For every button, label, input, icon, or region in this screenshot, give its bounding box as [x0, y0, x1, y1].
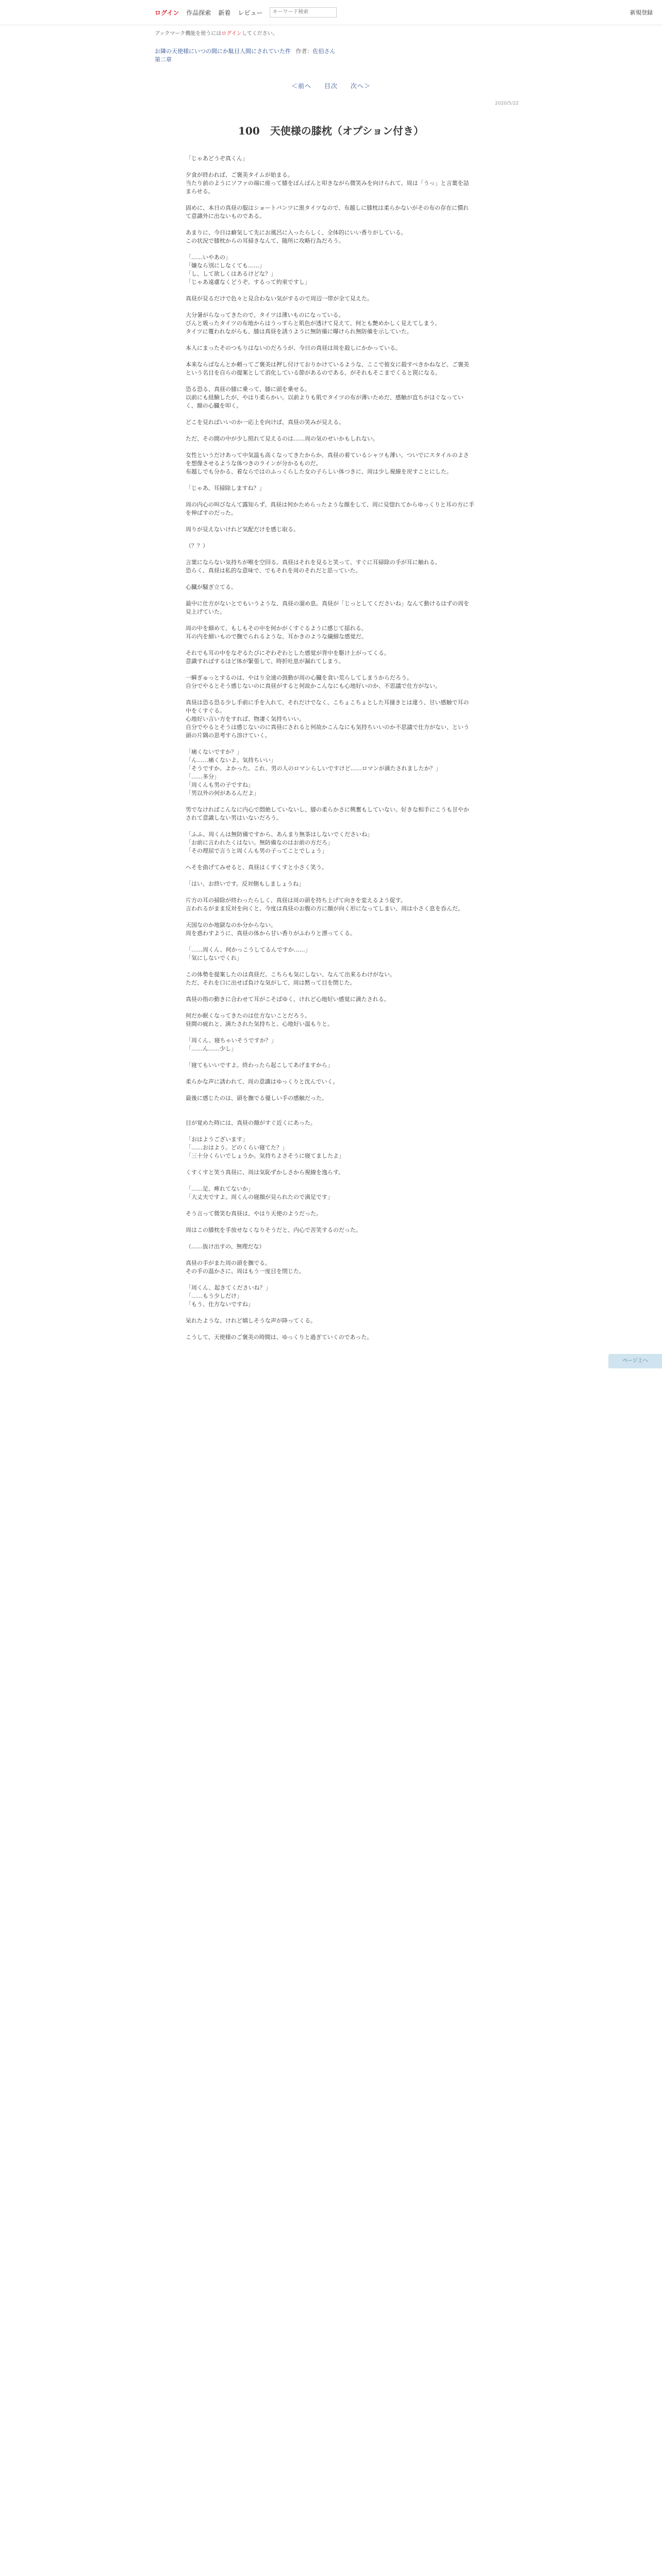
- body-paragraph: 「寝てもいいですよ。終わったら起こしてあげますから」: [186, 1062, 333, 1069]
- blank-line: [186, 1070, 474, 1078]
- body-paragraph: こうして、天使様のご褒美の時間は、ゆっくりと過ぎていくのであった。: [186, 1334, 373, 1341]
- body-paragraph: （？？）: [186, 543, 208, 549]
- body-paragraph: 「し、して欲しくはあるけどな？」: [186, 270, 276, 277]
- blank-line: [186, 303, 474, 311]
- novel-title-link[interactable]: お隣の天使様にいつの間にか駄目人間にされていた件: [155, 48, 291, 55]
- body-paragraph: 自分でやるとそうは感じないのに真昼にされると何故かこんなにも気持ちいいのか不思議で仕方がない、という頭の片隅の思考すら溶けていく。: [186, 724, 469, 739]
- body-paragraph: 「……いやあの」: [186, 254, 231, 261]
- blank-line: [186, 196, 474, 204]
- blank-line: [186, 938, 474, 946]
- blank-line: [186, 1325, 474, 1333]
- body-paragraph: 真昼が見るだけで色々と見合わない気がするので周辺一帯が全て見えた。: [186, 295, 373, 302]
- blank-line: [186, 962, 474, 971]
- blank-line: [186, 575, 474, 583]
- nav-works-link[interactable]: 作品探索: [186, 9, 211, 16]
- author-label: 作者：: [295, 48, 313, 55]
- prev-episode-link[interactable]: ＜前へ: [291, 82, 312, 90]
- table-of-contents-link[interactable]: 目次: [324, 82, 338, 90]
- body-paragraph: 柔らかな声に誘われて、周の意識はゆっくりと沈んでいく。: [186, 1078, 339, 1085]
- body-paragraph: 「三十分くらいでしょうか。気持ちよさそうに寝てましたよ」: [186, 1153, 344, 1159]
- blank-line: [186, 872, 474, 880]
- blank-line: [186, 1251, 474, 1259]
- body-paragraph: 周の中を細めて、もしもその中を何かがくすぐるように感じて揺れる。: [186, 625, 367, 632]
- body-paragraph: 「もう、仕方ないですね」: [186, 1301, 254, 1308]
- body-paragraph: 固めに、本日の真昼の服はショートパンツに黒タイツなので、布越しに膝枕は柔らかないがその布の存在に慣れて意識外に出ないものである。: [186, 205, 469, 219]
- body-paragraph: 以前にも経験したが、やはり柔らかい。以前よりも肌でタイツの布が薄いためだ、感触が直ちがほぐなっていく、顔の心臓を叩く。: [186, 394, 464, 409]
- body-paragraph: 「おはようございます」: [186, 1136, 248, 1143]
- nav-review-link[interactable]: レビュー: [238, 9, 263, 16]
- blank-line: [186, 888, 474, 896]
- body-paragraph: 大分暑がらなってきたので、タイツは薄いものになっている。: [186, 312, 344, 318]
- body-paragraph: 「じゃあ遠慮なくどうぞ、するって約束ですし」: [186, 279, 310, 285]
- blank-line: [186, 1103, 474, 1111]
- novel-body-text: [186, 155, 474, 1342]
- body-paragraph: この状況で膝枕からの耳掃きなんて、随所に攻略行為だろう。: [186, 238, 344, 244]
- body-paragraph: 「じゃあ、耳掃除しますね？」: [186, 485, 265, 492]
- top-navigation-bar: [0, 0, 662, 25]
- body-paragraph: 本来ならばなんとか頼ってご褒美は押し付けておりかけているような、ここで彼女に殺すべきかねなど、ご褒美という名目を自らの提案として消化している節があるのである、がそれもそこまでくると罠になる。: [186, 361, 469, 376]
- body-paragraph: どこを見ればいいのか一応上を向けば、真昼の笑みが見える。: [186, 419, 344, 426]
- body-paragraph: 言葉にならない気持ちが喉を空回る。真昼はそれを見ると笑って、すぐに耳掃除の手が耳に触れる。: [186, 559, 441, 566]
- body-paragraph: 最後に感じたのは、頭を撫でる優しい手の感触だった。: [186, 1095, 327, 1101]
- body-paragraph: くすくすと笑う真昼に、周は気恥ずかしさから視線を逸らす。: [186, 1169, 344, 1176]
- notice-suffix: してください。: [241, 31, 278, 37]
- body-paragraph: 最中に仕方がないとでもいうような、真昼の溜め息。真昼が「じっとしてくださいね」なんて動けるはずの周を見上げていた。: [186, 600, 469, 615]
- body-paragraph: 心臓が騒ぎ立てる。: [186, 584, 237, 590]
- body-paragraph: 一瞬ぎゅっとするのは、やはり全速の鼓動が周の心臓を食い荒らしてしまうからだろう。: [186, 674, 412, 681]
- body-paragraph: 片方の耳の掃除が終わったらしく、真昼は周の頭を持ち上げて向きを変えるよう促す。: [186, 897, 406, 904]
- body-paragraph: 「痛くないですか？」: [186, 749, 242, 755]
- blank-line: [186, 913, 474, 921]
- body-paragraph: 「男以外の何があるんだよ」: [186, 790, 259, 796]
- blank-line: [186, 1309, 474, 1317]
- blank-line: [186, 377, 474, 385]
- login-link[interactable]: ログイン: [155, 9, 179, 16]
- nav-left-group: [155, 7, 337, 18]
- blank-line: [186, 493, 474, 501]
- body-paragraph: 「じゃあどうぞ真くん」: [186, 155, 248, 162]
- body-paragraph: 「周くん、起きてくださいね？」: [186, 1284, 271, 1291]
- blank-line: [186, 221, 474, 229]
- blank-line: [186, 1028, 474, 1037]
- episode-pager: [0, 81, 662, 90]
- blank-line: [186, 1177, 474, 1185]
- body-paragraph: ただ、それを口に出せば負けな気がして、周は黙って目を閉じた。: [186, 979, 356, 986]
- body-paragraph: 「周くん、寝ちゃいそうですか？」: [186, 1037, 277, 1044]
- body-paragraph: 「気にしないでくれ」: [186, 955, 242, 961]
- scroll-to-top-button[interactable]: ページ上へ: [608, 1354, 662, 1368]
- body-paragraph: その手の温かさに、周はもう一度目を閉じた。: [186, 1268, 305, 1275]
- body-paragraph: へそを曲げてみせると、真昼はくすくすと小さく笑う。: [186, 864, 327, 871]
- body-paragraph: 「嫌なら別にしなくても……」: [186, 262, 265, 269]
- body-paragraph: 呆れたような、けれど嬉しそうな声が降ってくる。: [186, 1317, 316, 1324]
- body-paragraph: 女性というだけあって中気温も高くなってきたからか、真昼の着ているシャツも薄い。ついでにスタイルのよさを想像させるような体つきのラインが分かるものだ。: [186, 452, 469, 467]
- body-paragraph: 真昼の指の動きに合わせて耳がこそばゆく、けれど心地好い感覚に満たされる。: [186, 996, 390, 1003]
- body-paragraph: 男でなければこんなに内心で悶絶していないし、膝の柔らかさに興奮もしていない。好きな相手にこうも甘やかされて意識しない男はいないだろう。: [186, 806, 469, 821]
- blank-line: [186, 740, 474, 748]
- body-paragraph: 「はい、お終いです。反対側もしましょうね」: [186, 880, 305, 887]
- blank-line: [186, 1086, 474, 1094]
- body-paragraph: 自分でやるとそう感じないのに真昼がすると何故かこんなにも心地好いのか、不思議で仕方がない。: [186, 683, 441, 689]
- body-paragraph: 「ん……痛くないよ。気持ちいい」: [186, 757, 276, 764]
- blank-line: [186, 1218, 474, 1226]
- blank-line: [186, 352, 474, 361]
- blank-line: [186, 690, 474, 699]
- blank-line: [186, 517, 474, 526]
- blank-line: [186, 443, 474, 451]
- novel-header-info: [155, 30, 526, 64]
- body-paragraph: 言われるがまま反対を向くと、今度は真昼のお腹の方に顔が向く形になってしまい、周は小さく息を呑んだ。: [186, 905, 464, 912]
- body-paragraph: 周を惑わすように、真昼の体から甘い香りがふわりと漂ってくる。: [186, 930, 356, 937]
- blank-line: [186, 616, 474, 624]
- blank-line: [186, 987, 474, 995]
- notice-prefix: ブックマーク機能を使うには: [155, 31, 222, 37]
- blank-line: [186, 427, 474, 435]
- register-link[interactable]: 新規登録: [630, 9, 653, 16]
- blank-line: [186, 1053, 474, 1061]
- bookmark-login-notice: [155, 30, 526, 38]
- body-paragraph: 「大丈夫ですよ。周くんの寝顔が見られたので満足です」: [186, 1194, 333, 1200]
- body-paragraph: ただ、その間の中が少し照れて見えるのは……周の気のせいかもしれない。: [186, 435, 378, 442]
- keyword-search-input[interactable]: [270, 7, 337, 18]
- blank-line: [186, 1234, 474, 1243]
- blank-line: [186, 822, 474, 831]
- blank-line: [186, 550, 474, 558]
- chapter-label: 第二章: [155, 56, 172, 63]
- blank-line: [186, 1276, 474, 1284]
- body-paragraph: 耳の内を細いもので撫でられるような、耳かきのような繊細な感覚だ。: [186, 633, 367, 640]
- body-paragraph: 「……ん……少し」: [186, 1045, 237, 1052]
- body-paragraph: 周の内心の叫びなんて露知らず、真昼は何かためらったような顔をして、周に見惚れてからゆっくりと耳の方に手を伸ばすのだった。: [186, 501, 474, 516]
- author-link[interactable]: 佐伯さん: [312, 48, 336, 55]
- body-paragraph: 恐る恐る、真昼の膝に乗って、膝に頭を乗せる。: [186, 386, 310, 393]
- body-paragraph: 「……もう少しだけ」: [186, 1293, 242, 1299]
- blank-line: [186, 855, 474, 863]
- nav-new-link[interactable]: 新着: [218, 9, 231, 16]
- blank-line: [186, 286, 474, 295]
- blank-line: [186, 1160, 474, 1168]
- body-paragraph: 「……おはよう。どのくらい寝てた？」: [186, 1144, 288, 1151]
- body-paragraph: 意識すればするほど体が緊張して、時折吐息が漏れてしまう。: [186, 658, 344, 665]
- body-paragraph: 「……足、痺れてないか」: [186, 1185, 254, 1192]
- body-paragraph: 真昼は恐る恐る少し手前に手を入れて、それだけでなく、こちょこちょとした耳掻きとは違う、甘い感触で耳の中をくすぐる。: [186, 699, 469, 714]
- blank-line: [186, 163, 474, 171]
- publish-date: 2020/5/22: [495, 101, 519, 106]
- body-paragraph: 「周くんも男の子ですね」: [186, 782, 254, 788]
- blank-line: [186, 591, 474, 600]
- blank-line: [186, 798, 474, 806]
- blank-line: [186, 1127, 474, 1136]
- body-paragraph: 周りが見えないけれど気配だけを感じ取る。: [186, 526, 299, 533]
- blank-line: [186, 534, 474, 542]
- body-paragraph: 当たり前のようにソファの端に座って膝をぽんぽんと叩きながら微笑みを向けられて、周は「うっ」と言葉を詰まらせる。: [186, 180, 469, 195]
- body-paragraph: 「お前に言われたくはない。無防備なのはお前の方だろ」: [186, 839, 333, 846]
- body-paragraph: 布越しでも分かる、着ならではのふっくらした女の子らしい体つきに、周は少し視線を戻すことにした。: [186, 468, 452, 475]
- notice-login-link[interactable]: ログイン: [221, 31, 242, 37]
- body-paragraph: 「そうですか、よかった。これ、男の人のロマンらしいですけど……ロマンが満たされましたか？」: [186, 765, 441, 772]
- body-paragraph: 心地好い言い方をすれば、物凄く気持ちいい。: [186, 716, 305, 722]
- body-paragraph: 「その理屈で言うと周くんも男の子ってことでしょう」: [186, 848, 327, 854]
- blank-line: [186, 245, 474, 253]
- body-paragraph: （……抜け出すの、無理だな）: [186, 1243, 265, 1250]
- body-paragraph: 「……多分」: [186, 773, 220, 780]
- body-paragraph: この体勢を提案したのは真昼だ。こちらも気にしない、なんて出来るわけがない。: [186, 971, 395, 978]
- body-paragraph: 何だか眠くなってきたのは仕方ないことだろう。: [186, 1012, 310, 1019]
- blank-line: [186, 336, 474, 344]
- body-paragraph: 目が覚めた時には、真昼の顔がすぐ近くにあった。: [186, 1120, 316, 1126]
- blank-line: [186, 410, 474, 418]
- body-paragraph: 真昼の手がまた周の頭を撫でる。: [186, 1260, 271, 1266]
- body-paragraph: 恐らく、真昼は私的な意味で、でもそれを周のそれだと思っていた。: [186, 567, 361, 574]
- body-paragraph: そう言って微笑む真昼は、やはり天使のようだった。: [186, 1210, 322, 1217]
- blank-line: [186, 1004, 474, 1012]
- blank-line: [186, 641, 474, 649]
- blank-line: [186, 666, 474, 674]
- body-paragraph: 周はこの膝枕を手放せなくなりそうだと、内心で苦笑するのだった。: [186, 1227, 361, 1233]
- episode-title: 100 天使様の膝枕（オプション付き）: [238, 125, 424, 137]
- blank-line: [186, 476, 474, 484]
- body-paragraph: タイツに覆われながらも、膝は真昼を誘うように無防備に曝けられ無防備を示していた。: [186, 328, 412, 335]
- novel-title-line: [155, 47, 526, 56]
- blank-line: [186, 1201, 474, 1210]
- body-paragraph: 本人にまったそのつもりはないのだろうが、今日の真昼は周を殺しにかかっている。: [186, 345, 401, 351]
- body-paragraph: 夕食が終われば、ご褒美タイムが始まる。: [186, 172, 293, 178]
- next-episode-link[interactable]: 次へ＞: [350, 82, 371, 90]
- body-paragraph: それでも耳の中をなぞるたびにぞわぞわとした感覚が背中を駆け上がってくる。: [186, 650, 390, 656]
- body-paragraph: 「ふふ、周くんは無防備ですから、あんまり無茶はしないでくださいね」: [186, 831, 373, 838]
- body-paragraph: びんと吸ったタイツの布地からはうっすらと肌色が透けて見えて、何とも艶めかしく見えてしまう。: [186, 320, 441, 327]
- body-paragraph: 昼間の疲れと、満たされた気持ちと、心地好い温もりと。: [186, 1021, 333, 1027]
- blank-line: [186, 1111, 474, 1119]
- body-paragraph: 天国なのか地獄なのか分からない。: [186, 922, 276, 928]
- body-paragraph: あまりに、今日は癖気して先にお風呂に入ったらしく、全体的にいい香りがしている。: [186, 229, 407, 236]
- body-paragraph: 「……周くん、何かっこうしてるんですか……」: [186, 946, 311, 953]
